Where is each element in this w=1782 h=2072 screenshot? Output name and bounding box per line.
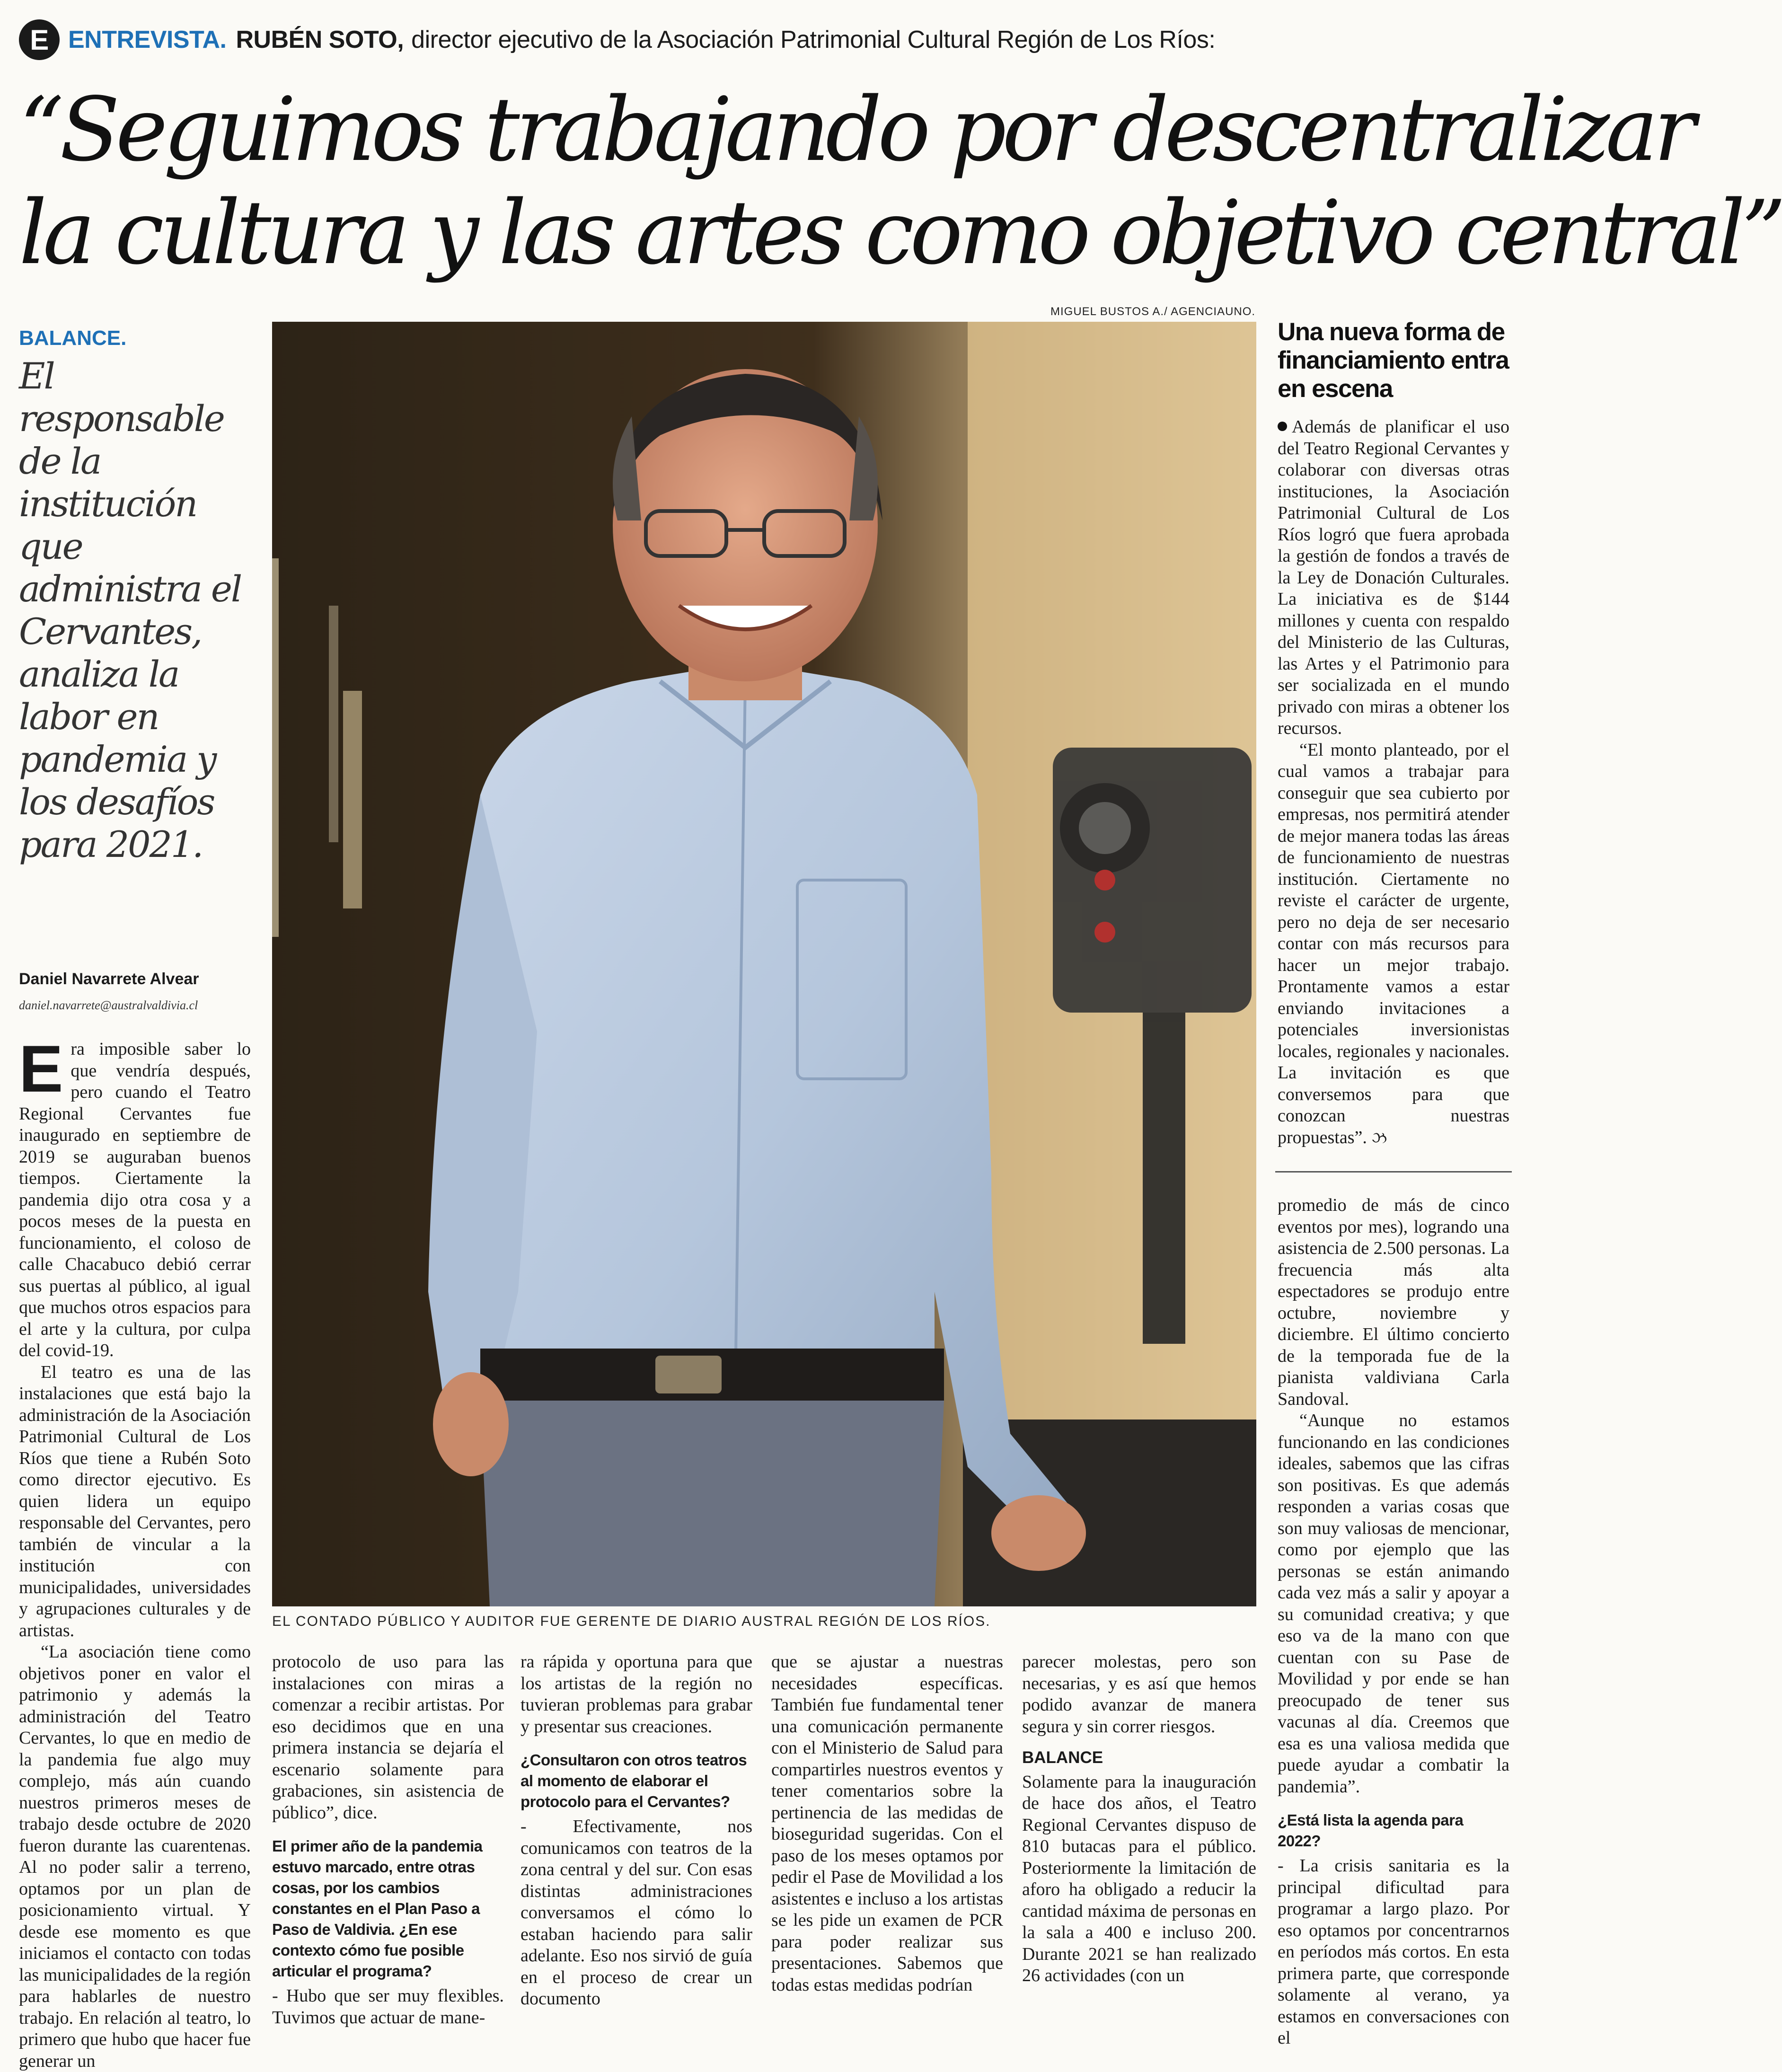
body-column-4 bbox=[771, 1651, 1003, 1996]
body-column-6 bbox=[1278, 1195, 1509, 2049]
headline bbox=[19, 78, 1782, 284]
paragraph-text: “El monto planteado, por el cual vamos a trabajar para conseguir que sea cubierto por empresas, nos permitirá atender de mejor manera todas las áreas de funcionamiento de nuestras institución. Ciertamente no reviste el carácter de urgente, pero no deja de ser necesario contar con más recursos para hacer un mejor trabajo. Prontamente vamos a estar enviando invitaciones a potenciales inversionistas locales, regionales y nacionales. La invitación es que conversemos para que conozcan nuestras propuestas”. bbox=[1278, 740, 1509, 1147]
body-column-1 bbox=[19, 1032, 251, 2072]
interviewee-role: director ejecutivo de la Asociación Patrimonial Cultural Región de Los Ríos: bbox=[411, 26, 1216, 53]
paragraph: - Hubo que ser muy flexibles. Tuvimos que actuar de mane- bbox=[272, 1986, 504, 2028]
paragraph: “La asociación tiene como objetivos poner en valor el patrimonio y además la administración del Teatro Cervantes, lo que en medio de la pandemia fue algo muy complejo, más aún cuando nuestros primeros meses de trabajo desde octubre de 2020 fueron durante las cuarentenas. Al no poder salir a terreno, optamos por un plan de posicionamiento virtual. Y desde ese momento es que iniciamos el contacto con todas las municipalidades de la región para hablarles de nuestro trabajo. En relación al teatro, lo primero que hubo que hacer fue generar un bbox=[19, 1642, 251, 2071]
author-name: Daniel Navarrete Alvear bbox=[19, 970, 199, 988]
author-email: daniel.navarrete@australvaldivia.cl bbox=[19, 998, 198, 1012]
interview-question: ¿Consultaron con otros teatros al momento de elaborar el protocolo para el Cervantes? bbox=[520, 1751, 747, 1810]
photo-credit: MIGUEL BUSTOS A./ AGENCIAUNO. bbox=[1050, 305, 1256, 318]
paragraph: protocolo de uso para las instalaciones con miras a comenzar a recibir artistas. Por eso decidimos que en una primera instancia se dejaría el escenario solamente para grabaciones, sin asistencia de público”, dice. bbox=[272, 1652, 504, 1823]
drop-cap: E bbox=[19, 1032, 63, 1106]
kicker bbox=[19, 16, 1215, 63]
interview-question: ¿Está lista la agenda para 2022? bbox=[1278, 1811, 1464, 1850]
headline-line-1: “Seguimos trabajando por descentralizar bbox=[19, 78, 1692, 181]
paragraph-text: Además de planificar el uso del Teatro Regional Cervantes y colaborar con diversas otras instituciones, la Asociación Patrimonial Cultural de Los Ríos logró que fuera aprobada la gestión de fondos a través de la Ley de Donación Culturales. La iniciativa es de $144 millones y cuenta con respaldo del Ministerio de las Culturas, las Artes y el Patrimonio para ser socializada en el mundo privado con miras a obtener los recursos. bbox=[1278, 417, 1509, 738]
sidebar-divider bbox=[1275, 1171, 1512, 1173]
interviewee-photo bbox=[272, 322, 1256, 1606]
body-column-5 bbox=[1022, 1651, 1256, 1987]
interview-question: El primer año de la pandemia estuvo marcado, entre otras cosas, por los cambios constantes en el Plan Paso a Paso de Valdivia. ¿En ese contexto cómo fue posible articular el programa? bbox=[272, 1837, 483, 1980]
paragraph: Solamente para la inauguración de hace dos años, el Teatro Regional Cervantes dispuso de 810 butacas para el público. Posteriormente la limitación de aforo ha obligado a reducir la cantidad máxima de personas en la sala a 400 e incluso 200. Durante 2021 se han realizado 26 actividades (con un bbox=[1022, 1772, 1256, 1985]
sidebar-title: Una nueva forma de financiamiento entra en escena bbox=[1278, 318, 1509, 403]
paragraph bbox=[1278, 740, 1509, 1149]
paragraph: promedio de más de cinco eventos por mes), logrando una asistencia de 2.500 personas. La frecuencia más alta espectadores se produjo entre octubre, noviembre y diciembre. El último concierto de la temporada fue de la pianista valdiviana Carla Sandoval. bbox=[1278, 1195, 1509, 1409]
bullet-icon bbox=[1278, 422, 1287, 431]
paragraph: El teatro es una de las instalaciones que está bajo la administración de la Asociación Patrimonial Cultural de Los Ríos que tiene a Rubén Soto como director ejecutivo. Es quien lidera un equipo responsable del Cervantes, pero también de vincular a la institución con municipalidades, universidades y agrupaciones culturales y de artistas. bbox=[19, 1362, 251, 1640]
paragraph: - Efectivamente, nos comunicamos con teatros de la zona central y del sur. Con esas distintas administraciones conversamos el cómo lo estaban haciendo para salir adelante. Eso nos sirvió de guía en el proceso de crear un documento bbox=[520, 1816, 752, 2009]
lead-tag: BALANCE. bbox=[19, 326, 127, 350]
section-badge: E bbox=[19, 19, 60, 60]
headline-line-2: la cultura y las artes como objetivo central” bbox=[19, 181, 1782, 284]
body-column-2 bbox=[272, 1651, 504, 2028]
end-mark-icon: ઝ bbox=[1371, 1129, 1387, 1147]
paragraph bbox=[1278, 416, 1509, 740]
paragraph: - La crisis sanitaria es la principal dificultad para programar a largo plazo. Por eso optamos por concentrarnos en períodos más cortos. En esta primera parte, que corresponde solamente al verano, ya estamos en conversaciones con el bbox=[1278, 1856, 1509, 2048]
body-column-3 bbox=[520, 1651, 752, 2010]
photo-caption: EL CONTADO PÚBLICO Y AUDITOR FUE GERENTE DE DIARIO AUSTRAL REGIÓN DE LOS RÍOS. bbox=[272, 1614, 991, 1629]
paragraph: parecer molestas, pero son necesarias, y es así que hemos podido avanzar de manera segura y sin correr riesgos. bbox=[1022, 1652, 1256, 1737]
paragraph-text: ra imposible saber lo que vendría después, pero cuando el Teatro Regional Cervantes fue inaugurado en septiembre de 2019 se auguraban buenos tiempos. Ciertamente la pandemia dijo otra cosa y a pocos meses de la puesta en funcionamiento, el coloso de calle Chacabuco debió cerrar sus puertas al público, al igual que muchos otros espacios para el arte y la cultura, por culpa del covid-19. bbox=[19, 1039, 251, 1360]
lead-dek: El responsable de la institución que administra el Cervantes, analiza la labor en pandemia y los desafíos para 2021. bbox=[19, 355, 241, 865]
section-subhead: BALANCE bbox=[1022, 1748, 1103, 1767]
paragraph bbox=[19, 1032, 251, 1362]
sidebar-body bbox=[1278, 416, 1509, 1149]
paragraph: “Aunque no estamos funcionando en las condiciones ideales, sabemos que las cifras son positivas. Es que además responden a varias cosas que son muy valiosas de mencionar, como por ejemplo que las personas se están animando cada vez más a salir y apoyar a su comunidad creativa; y que eso va de la mano con que cuentan con su Pase de Movilidad y por ende se han preocupado de tener sus vacunas al día. Creemos que esa es una valiosa medida que puede ayudar a combatir la pandemia”. bbox=[1278, 1411, 1509, 1797]
paragraph: que se ajustar a nuestras necesidades específicas. También fue fundamental tener una comunicación permanente con el Ministerio de Salud para compartirles nuestros eventos y tener comentarios sobre la pertinencia de las medidas de bioseguridad sugeridas. Con el paso de los meses optamos por pedir el Pase de Movilidad a los asistentes e incluso a los artistas se les pide un examen de PCR para poder realizar sus presentaciones. Sabemos que todas estas medidas podrían bbox=[771, 1652, 1003, 1995]
section-label: ENTREVISTA. bbox=[68, 26, 227, 53]
portrait-illustration bbox=[272, 322, 1256, 1606]
interviewee-name: RUBÉN SOTO, bbox=[236, 26, 404, 53]
paragraph: ra rápida y oportuna para que los artistas de la región no tuvieran problemas para grabar y presentar sus creaciones. bbox=[520, 1652, 752, 1737]
